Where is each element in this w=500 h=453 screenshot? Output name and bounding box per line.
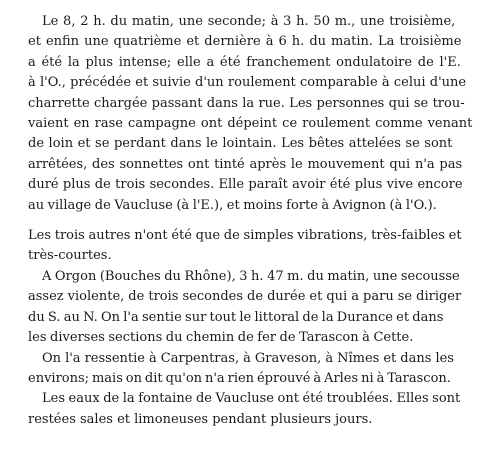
text-line: Les eaux de la fontaine de Vaucluse ont été troublées. Elles sont <box>42 391 461 407</box>
text-line: environs; mais on dit qu'on n'a rien éprouvé à Arles ni à Tarascon. <box>28 370 451 386</box>
paragraph-vaucluse-fountain <box>28 389 490 430</box>
text-line: a été la plus intense; elle a été franchement ondulatoire de l'E. <box>28 54 461 70</box>
text-line: arrêtées, des sonnettes ont tinté après le mouvement qui n'a pas <box>28 156 463 172</box>
text-line: A Orgon (Bouches du Rhône), 3 h. 47 m. du matin, une secousse <box>42 268 460 284</box>
text-line: les diverses sections du chemin de fer de Tarascon à Cette. <box>28 330 414 346</box>
text-line: assez violente, de trois secondes de durée et qui a paru se diriger <box>28 289 462 305</box>
text-line: restées sales et limoneuses pendant plusieurs jours. <box>28 411 373 427</box>
text-line: très-courtes. <box>28 248 112 264</box>
paragraph-other-vibrations <box>28 226 490 267</box>
text-line: et enfin une quatrième et dernière à 6 h. du matin. La troisième <box>28 34 462 50</box>
text-line: Le 8, 2 h. du matin, une seconde; à 3 h. 50 m., une troisième, <box>42 14 456 29</box>
text-line: Les trois autres n'ont été que de simples vibrations, très-faibles et <box>28 228 462 244</box>
text-line: charrette chargée passant dans la rue. Les personnes qui se trou- <box>28 95 465 111</box>
paragraph-earthquake-8th <box>28 12 490 216</box>
text-line: On l'a ressentie à Carpentras, à Graveson, à Nîmes et dans les <box>42 350 454 366</box>
text-line: vaient en rase campagne ont dépeint ce roulement comme venant <box>28 116 473 132</box>
text-line: duré plus de trois secondes. Elle paraît avoir été plus vive encore <box>28 177 463 193</box>
text-line: au village de Vaucluse (à l'E.), et moins forte à Avignon (à l'O.). <box>28 197 437 213</box>
paragraph-carpentras <box>28 349 490 390</box>
text-line: de loin et se perdant dans le lointain. Les bêtes attelées se sont <box>28 136 453 152</box>
paragraph-orgon <box>28 267 490 349</box>
text-line: à l'O., précédée et suivie d'un roulement comparable à celui d'une <box>28 75 467 91</box>
text-line: du S. au N. On l'a sentie sur tout le littoral de la Durance et dans <box>28 309 444 325</box>
